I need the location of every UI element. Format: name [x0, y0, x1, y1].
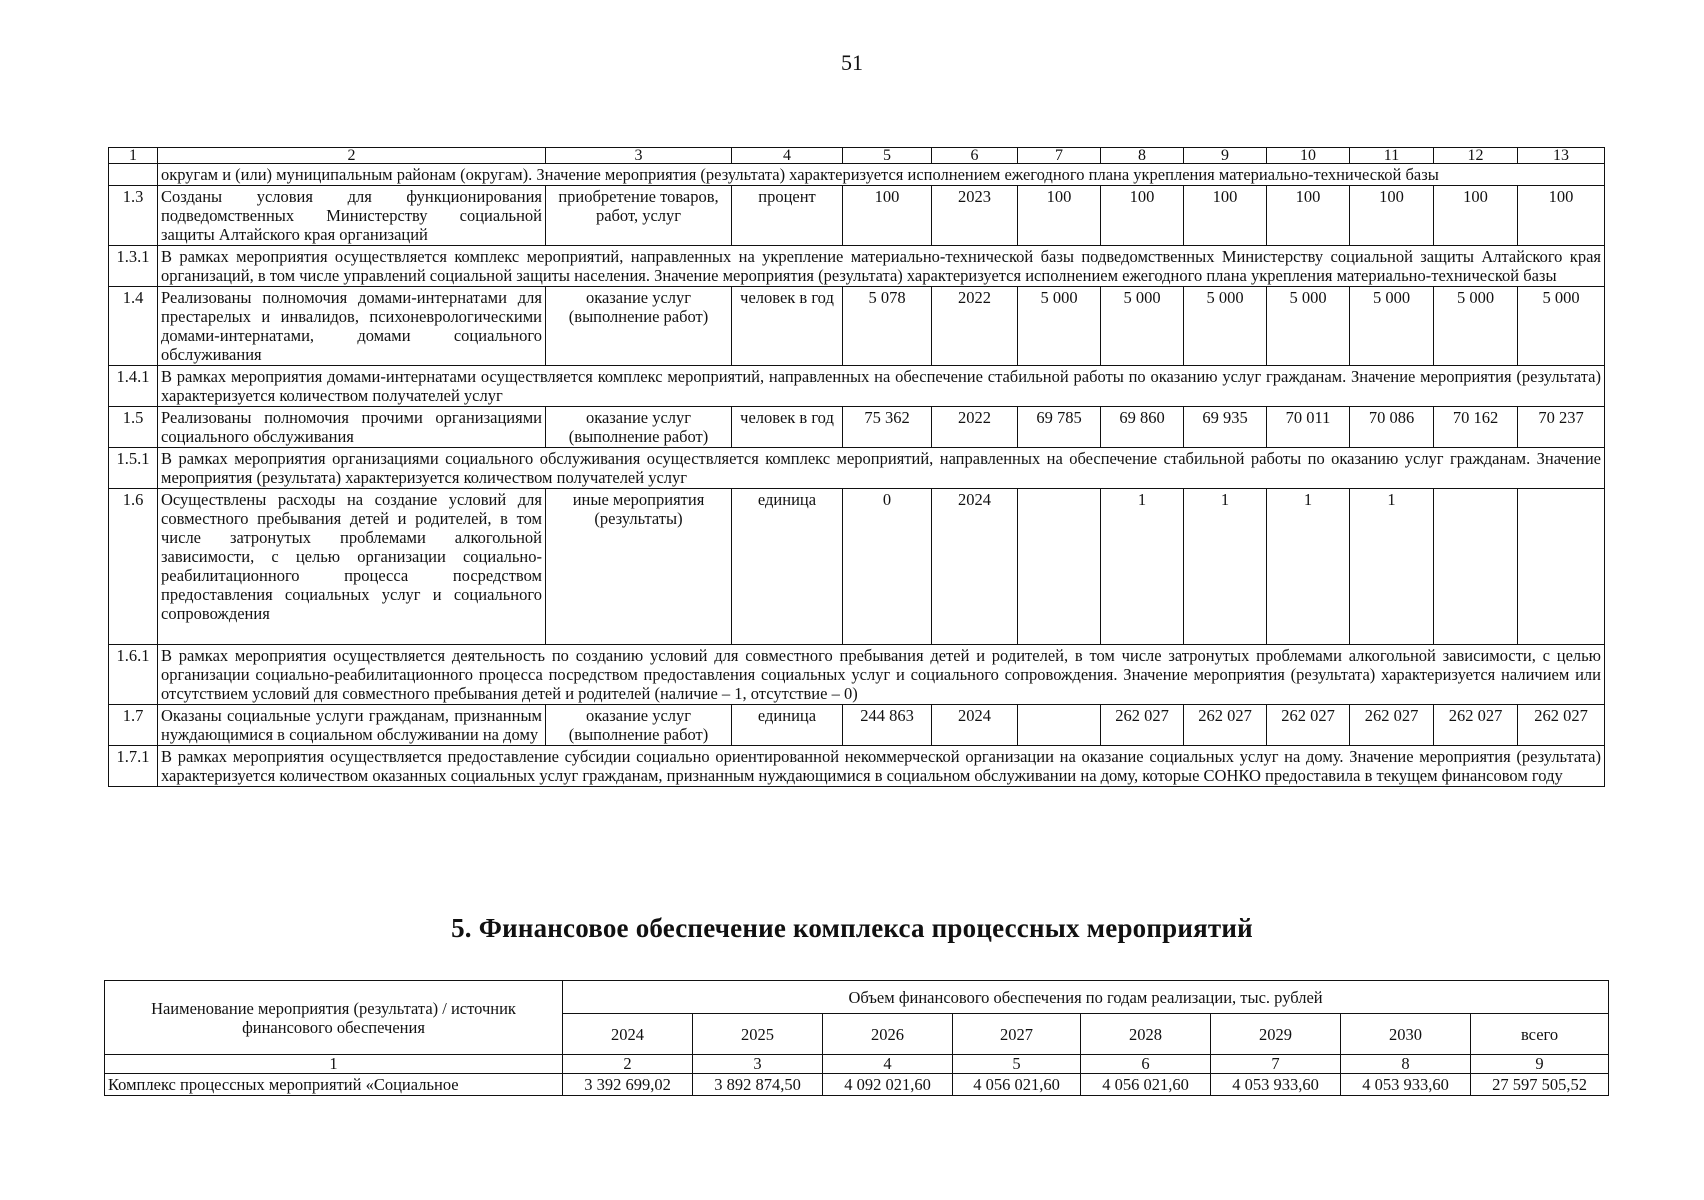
row-num: 1.6: [109, 489, 158, 645]
row-val: 69 860: [1101, 407, 1184, 448]
indicators-table: [108, 147, 1605, 787]
fin-year: 2029: [1211, 1014, 1341, 1055]
row-type: оказание услуг (выполнение работ): [546, 407, 732, 448]
row-val: [1434, 489, 1518, 645]
fin-value: 3 892 874,50: [693, 1074, 823, 1096]
row-val: 70 011: [1267, 407, 1350, 448]
row-val: 5 000: [1350, 287, 1434, 366]
row-year: 2022: [932, 287, 1018, 366]
row-year: 2023: [932, 186, 1018, 246]
subrow-text: В рамках мероприятия домами-интернатами осуществляется комплекс мероприятий, направленных на обеспечение стабильной работы по оказанию услуг гражданам. Значение мероприятия (результата) характеризуется количеством получателей услуг: [158, 366, 1605, 407]
row-val: 1: [1101, 489, 1184, 645]
row-val: 262 027: [1184, 705, 1267, 746]
row-val: 100: [1267, 186, 1350, 246]
col-num-12: 12: [1434, 148, 1518, 164]
row-val: 70 162: [1434, 407, 1518, 448]
fin-colnum: 3: [693, 1055, 823, 1074]
row-name: Реализованы полномочия домами-интернатами для престарелых и инвалидов, психоневрологическими домами-интернатами, домами социального обслуживания: [158, 287, 546, 366]
col-num-10: 10: [1267, 148, 1350, 164]
col-num-3: 3: [546, 148, 732, 164]
row-val: 5 000: [1018, 287, 1101, 366]
fin-year: 2024: [563, 1014, 693, 1055]
row-type: приобретение товаров, работ, услуг: [546, 186, 732, 246]
col-num-13: 13: [1518, 148, 1605, 164]
row-unit: единица: [732, 489, 843, 645]
row-val: 69 785: [1018, 407, 1101, 448]
row-base: 0: [843, 489, 932, 645]
row-name: Оказаны социальные услуги гражданам, признанным нуждающимися в социальном обслуживании на дому: [158, 705, 546, 746]
subrow-num: 1.3.1: [109, 246, 158, 287]
fin-colnum: 6: [1081, 1055, 1211, 1074]
fin-colnum: 5: [953, 1055, 1081, 1074]
row-type: иные мероприятия (результаты): [546, 489, 732, 645]
table-row: [109, 407, 1605, 448]
row-name: Созданы условия для функционирования подведомственных Министерству социальной защиты Алтайского края организаций: [158, 186, 546, 246]
row-val: 69 935: [1184, 407, 1267, 448]
row-val: 5 000: [1184, 287, 1267, 366]
row-year: 2022: [932, 407, 1018, 448]
row-val: 5 000: [1267, 287, 1350, 366]
table-row: [109, 287, 1605, 366]
row-val: 262 027: [1518, 705, 1605, 746]
row-val: 5 000: [1101, 287, 1184, 366]
row-val: [1518, 489, 1605, 645]
fin-name-header: Наименование мероприятия (результата) / источник финансового обеспечения: [105, 981, 563, 1055]
row-unit: единица: [732, 705, 843, 746]
row-num: 1.5: [109, 407, 158, 448]
row-val: 100: [1350, 186, 1434, 246]
col-num-11: 11: [1350, 148, 1434, 164]
fin-year: 2025: [693, 1014, 823, 1055]
fin-colnum: 4: [823, 1055, 953, 1074]
row-type: оказание услуг (выполнение работ): [546, 705, 732, 746]
table-subrow: [109, 246, 1605, 287]
table-row: [109, 705, 1605, 746]
row-val: 262 027: [1434, 705, 1518, 746]
row-val: 262 027: [1101, 705, 1184, 746]
row-val: 5 000: [1434, 287, 1518, 366]
row-val: 100: [1434, 186, 1518, 246]
row-val: 70 237: [1518, 407, 1605, 448]
subrow-num: 1.6.1: [109, 645, 158, 705]
row-base: 75 362: [843, 407, 932, 448]
fin-colnum: 7: [1211, 1055, 1341, 1074]
cont-num-cell: [109, 164, 158, 186]
col-num-8: 8: [1101, 148, 1184, 164]
cont-text: округам и (или) муниципальным районам (округам). Значение мероприятия (результата) характеризуется исполнением ежегодного плана укрепления материально-технической базы: [158, 164, 1605, 186]
row-type: оказание услуг (выполнение работ): [546, 287, 732, 366]
row-val: 100: [1018, 186, 1101, 246]
fin-row-name: Комплекс процессных мероприятий «Социальное: [105, 1074, 563, 1096]
fin-year: 2030: [1341, 1014, 1471, 1055]
row-base: 5 078: [843, 287, 932, 366]
row-year: 2024: [932, 705, 1018, 746]
row-val: 1: [1267, 489, 1350, 645]
fin-colnum: 8: [1341, 1055, 1471, 1074]
subrow-text: В рамках мероприятия осуществляется деятельность по созданию условий для совместного пребывания детей и родителей, в том числе затронутых проблемами алкогольной зависимости, с целью организации социально-реабилитационного процесса посредством предоставления социальных услуг и социального сопровождения. Значение мероприятия (результата) характеризуется наличием или отсутствием условий для совместного пребывания детей и родителей (наличие – 1, отсутствие – 0): [158, 645, 1605, 705]
fin-year: 2026: [823, 1014, 953, 1055]
subrow-text: В рамках мероприятия организациями социального обслуживания осуществляется комплекс мероприятий, направленных на обеспечение стабильной работы по оказанию услуг гражданам. Значение мероприятия (результата) характеризуется количеством получателей услуг: [158, 448, 1605, 489]
table-row: [109, 489, 1605, 645]
column-number-row: [109, 148, 1605, 164]
row-name: Реализованы полномочия прочими организациями социального обслуживания: [158, 407, 546, 448]
row-unit: процент: [732, 186, 843, 246]
row-val: [1018, 489, 1101, 645]
row-unit: человек в год: [732, 407, 843, 448]
fin-colnum-row: [105, 1055, 1609, 1074]
fin-volume-header: Объем финансового обеспечения по годам реализации, тыс. рублей: [563, 981, 1609, 1014]
row-val: 1: [1350, 489, 1434, 645]
row-val: 70 086: [1350, 407, 1434, 448]
fin-value: 4 092 021,60: [823, 1074, 953, 1096]
row-val: 1: [1184, 489, 1267, 645]
row-val: 100: [1184, 186, 1267, 246]
subrow-text: В рамках мероприятия осуществляется предоставление субсидии социально ориентированной некоммерческой организации на оказание социальных услуг на дому. Значение мероприятия (результата) характеризуется количеством оказанных социальных услуг гражданам, признанным нуждающимися в социальном обслуживании на дому, которые СОНКО предоставила в текущем финансовом году: [158, 746, 1605, 787]
fin-value-total: 27 597 505,52: [1471, 1074, 1609, 1096]
fin-value: 4 053 933,60: [1341, 1074, 1471, 1096]
table-subrow: [109, 366, 1605, 407]
row-num: 1.3: [109, 186, 158, 246]
fin-header-row: [105, 981, 1609, 1014]
col-num-9: 9: [1184, 148, 1267, 164]
continuation-row: [109, 164, 1605, 186]
row-name: Осуществлены расходы на создание условий для совместного пребывания детей и родителей, в том числе затронутых проблемами алкогольной зависимости, с целью организации социально-реабилитационного процесса посредством предоставления социальных услуг и социального сопровождения: [158, 489, 546, 645]
col-num-5: 5: [843, 148, 932, 164]
subrow-text: В рамках мероприятия осуществляется комплекс мероприятий, направленных на укрепление материально-технической базы подведомственных Министерству социальной защиты Алтайского края организаций, в том числе управлений социальной защиты населения. Значение мероприятия (результата) характеризуется исполнением ежегодного плана укрепления материально-технической базы: [158, 246, 1605, 287]
subrow-num: 1.7.1: [109, 746, 158, 787]
fin-year: 2028: [1081, 1014, 1211, 1055]
fin-value: 4 056 021,60: [1081, 1074, 1211, 1096]
row-year: 2024: [932, 489, 1018, 645]
subrow-num: 1.5.1: [109, 448, 158, 489]
row-unit: человек в год: [732, 287, 843, 366]
col-num-7: 7: [1018, 148, 1101, 164]
fin-colnum: 2: [563, 1055, 693, 1074]
table-subrow: [109, 448, 1605, 489]
fin-value: 3 392 699,02: [563, 1074, 693, 1096]
financing-table: [104, 980, 1609, 1096]
row-val: 262 027: [1267, 705, 1350, 746]
fin-data-row: [105, 1074, 1609, 1096]
row-base: 244 863: [843, 705, 932, 746]
row-base: 100: [843, 186, 932, 246]
fin-value: 4 056 021,60: [953, 1074, 1081, 1096]
row-val: 262 027: [1350, 705, 1434, 746]
subrow-num: 1.4.1: [109, 366, 158, 407]
section-title: 5. Финансовое обеспечение комплекса процессных мероприятий: [451, 913, 1253, 943]
col-num-4: 4: [732, 148, 843, 164]
row-val: 100: [1518, 186, 1605, 246]
col-num-6: 6: [932, 148, 1018, 164]
table-subrow: [109, 645, 1605, 705]
row-val: 5 000: [1518, 287, 1605, 366]
row-val: [1018, 705, 1101, 746]
fin-colnum: 9: [1471, 1055, 1609, 1074]
fin-year: 2027: [953, 1014, 1081, 1055]
row-num: 1.4: [109, 287, 158, 366]
row-val: 100: [1101, 186, 1184, 246]
table-subrow: [109, 746, 1605, 787]
fin-year-total: всего: [1471, 1014, 1609, 1055]
page-number: 51: [841, 50, 863, 75]
row-num: 1.7: [109, 705, 158, 746]
fin-colnum: 1: [105, 1055, 563, 1074]
col-num-1: 1: [109, 148, 158, 164]
fin-value: 4 053 933,60: [1211, 1074, 1341, 1096]
col-num-2: 2: [158, 148, 546, 164]
table-row: [109, 186, 1605, 246]
